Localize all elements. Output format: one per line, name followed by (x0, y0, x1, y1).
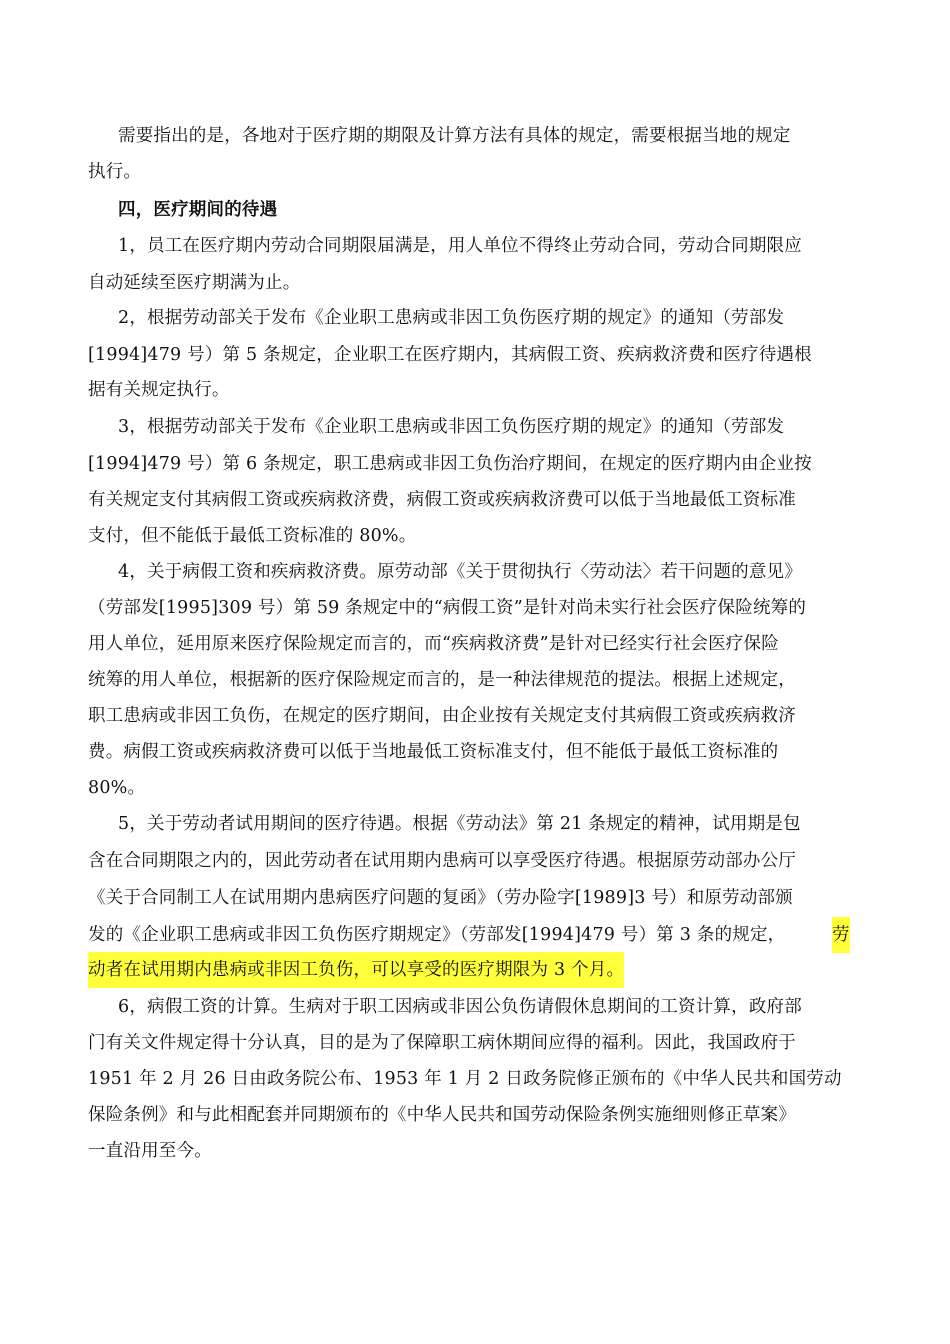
text-line: 用人单位，延用原来医疗保险规定而言的，而“疾病救济费”是针对已经实行社会医疗保险 (88, 634, 779, 654)
paragraph-line (0, 662, 950, 698)
paragraph-line (0, 698, 950, 734)
text-line: （劳部发[1995]309 号）第 59 条规定中的“病假工资”是针对尚未实行社会医疗保险统筹的 (88, 598, 807, 618)
text-line: 含在合同期限之内的，因此劳动者在试用期内患病可以享受医疗待遇。根据原劳动部办公厅 (88, 851, 796, 871)
text-line: 3，根据劳动部关于发布《企业职工患病或非因工负伤医疗期的规定》的通知（劳部发 (118, 417, 785, 437)
text-line: [1994]479 号）第 5 条规定，企业职工在医疗期内，其病假工资、疾病救济费和医疗待遇根 (88, 345, 812, 365)
text-line: 一直沿用至今。 (88, 1141, 212, 1161)
paragraph-line (0, 154, 950, 190)
paragraph-line (0, 952, 950, 988)
paragraph-line (0, 843, 950, 879)
paragraph-line (0, 734, 950, 770)
paragraph-line (0, 265, 950, 301)
text-line: 执行。 (88, 162, 142, 182)
paragraph-line (0, 989, 950, 1025)
highlighted-text: 劳 (832, 917, 850, 953)
text-line: 保险条例》和与此相配套并同期颁布的《中华人民共和国劳动保险条例实施细则修正草案》 (88, 1105, 796, 1125)
highlighted-text: 动者在试用期内患病或非因工负伤，可以享受的医疗期限为 3 个月。 (88, 952, 624, 988)
paragraph-line (0, 626, 950, 662)
paragraph-line (0, 409, 950, 445)
paragraph-line (0, 770, 950, 806)
text-line: 5，关于劳动者试用期间的医疗待遇。根据《劳动法》第 21 条规定的精神，试用期是包 (118, 814, 801, 834)
heading-text: 四，医疗期间的待遇 (118, 200, 278, 220)
text-line: 职工患病或非因工负伤，在规定的医疗期间，由企业按有关规定支付其病假工资或疾病救济 (88, 706, 796, 726)
paragraph-line (0, 1025, 950, 1061)
text-line: 据有关规定执行。 (88, 380, 230, 400)
text-line: 发的《企业职工患病或非因工负伤医疗期规定》（劳部发[1994]479 号）第 3 条的规定， (88, 925, 786, 945)
paragraph-line (0, 880, 950, 916)
text-line: [1994]479 号）第 6 条规定，职工患病或非因工负伤治疗期间，在规定的医疗期内由企业按 (88, 454, 812, 474)
paragraph-line (0, 1061, 950, 1097)
text-line: 统筹的用人单位，根据新的医疗保险规定而言的，是一种法律规范的提法。根据上述规定， (88, 670, 796, 690)
text-line: 有关规定支付其病假工资或疾病救济费，病假工资或疾病救济费可以低于当地最低工资标准 (88, 490, 796, 510)
paragraph-line (0, 554, 950, 590)
paragraph-line (0, 118, 950, 154)
paragraph-line (0, 446, 950, 482)
text-line: 《关于合同制工人在试用期内患病医疗问题的复函》（劳办险字[1989]3 号）和原劳动部颁 (88, 888, 793, 908)
text-line: 6，病假工资的计算。生病对于职工因病或非因公负伤请假休息期间的工资计算，政府部 (118, 997, 802, 1017)
section-heading (0, 192, 950, 228)
text-line: 支付，但不能低于最低工资标准的 80%。 (88, 526, 417, 546)
paragraph-line (0, 372, 950, 408)
paragraph-line (0, 1133, 950, 1169)
paragraph-line (0, 228, 950, 264)
paragraph-line (0, 300, 950, 336)
paragraph-line (0, 1097, 950, 1133)
text-line: 2，根据劳动部关于发布《企业职工患病或非因工负伤医疗期的规定》的通知（劳部发 (118, 308, 785, 328)
text-line: 门有关文件规定得十分认真，目的是为了保障职工病休期间应得的福利。因此，我国政府于 (88, 1033, 796, 1053)
text-line: 4，关于病假工资和疾病救济费。原劳动部《关于贯彻执行〈劳动法〉若干问题的意见》 (118, 562, 802, 582)
paragraph-line (0, 337, 950, 373)
paragraph-line (0, 806, 950, 842)
paragraph-line (0, 518, 950, 554)
text-line: 80%。 (88, 778, 146, 798)
paragraph-line (0, 590, 950, 626)
paragraph-line (0, 482, 950, 518)
text-line: 1，员工在医疗期内劳动合同期限届满是，用人单位不得终止劳动合同，劳动合同期限应 (118, 236, 802, 256)
text-line: 费。病假工资或疾病救济费可以低于当地最低工资标准支付，但不能低于最低工资标准的 (88, 742, 779, 762)
paragraph-line (0, 917, 950, 953)
text-line: 自动延续至医疗期满为止。 (88, 273, 301, 293)
text-line: 1951 年 2 月 26 日由政务院公布、1953 年 1 月 2 日政务院修正颁布的《中华人民共和国劳动 (88, 1069, 842, 1089)
text-line: 需要指出的是，各地对于医疗期的期限及计算方法有具体的规定，需要根据当地的规定 (118, 126, 791, 146)
